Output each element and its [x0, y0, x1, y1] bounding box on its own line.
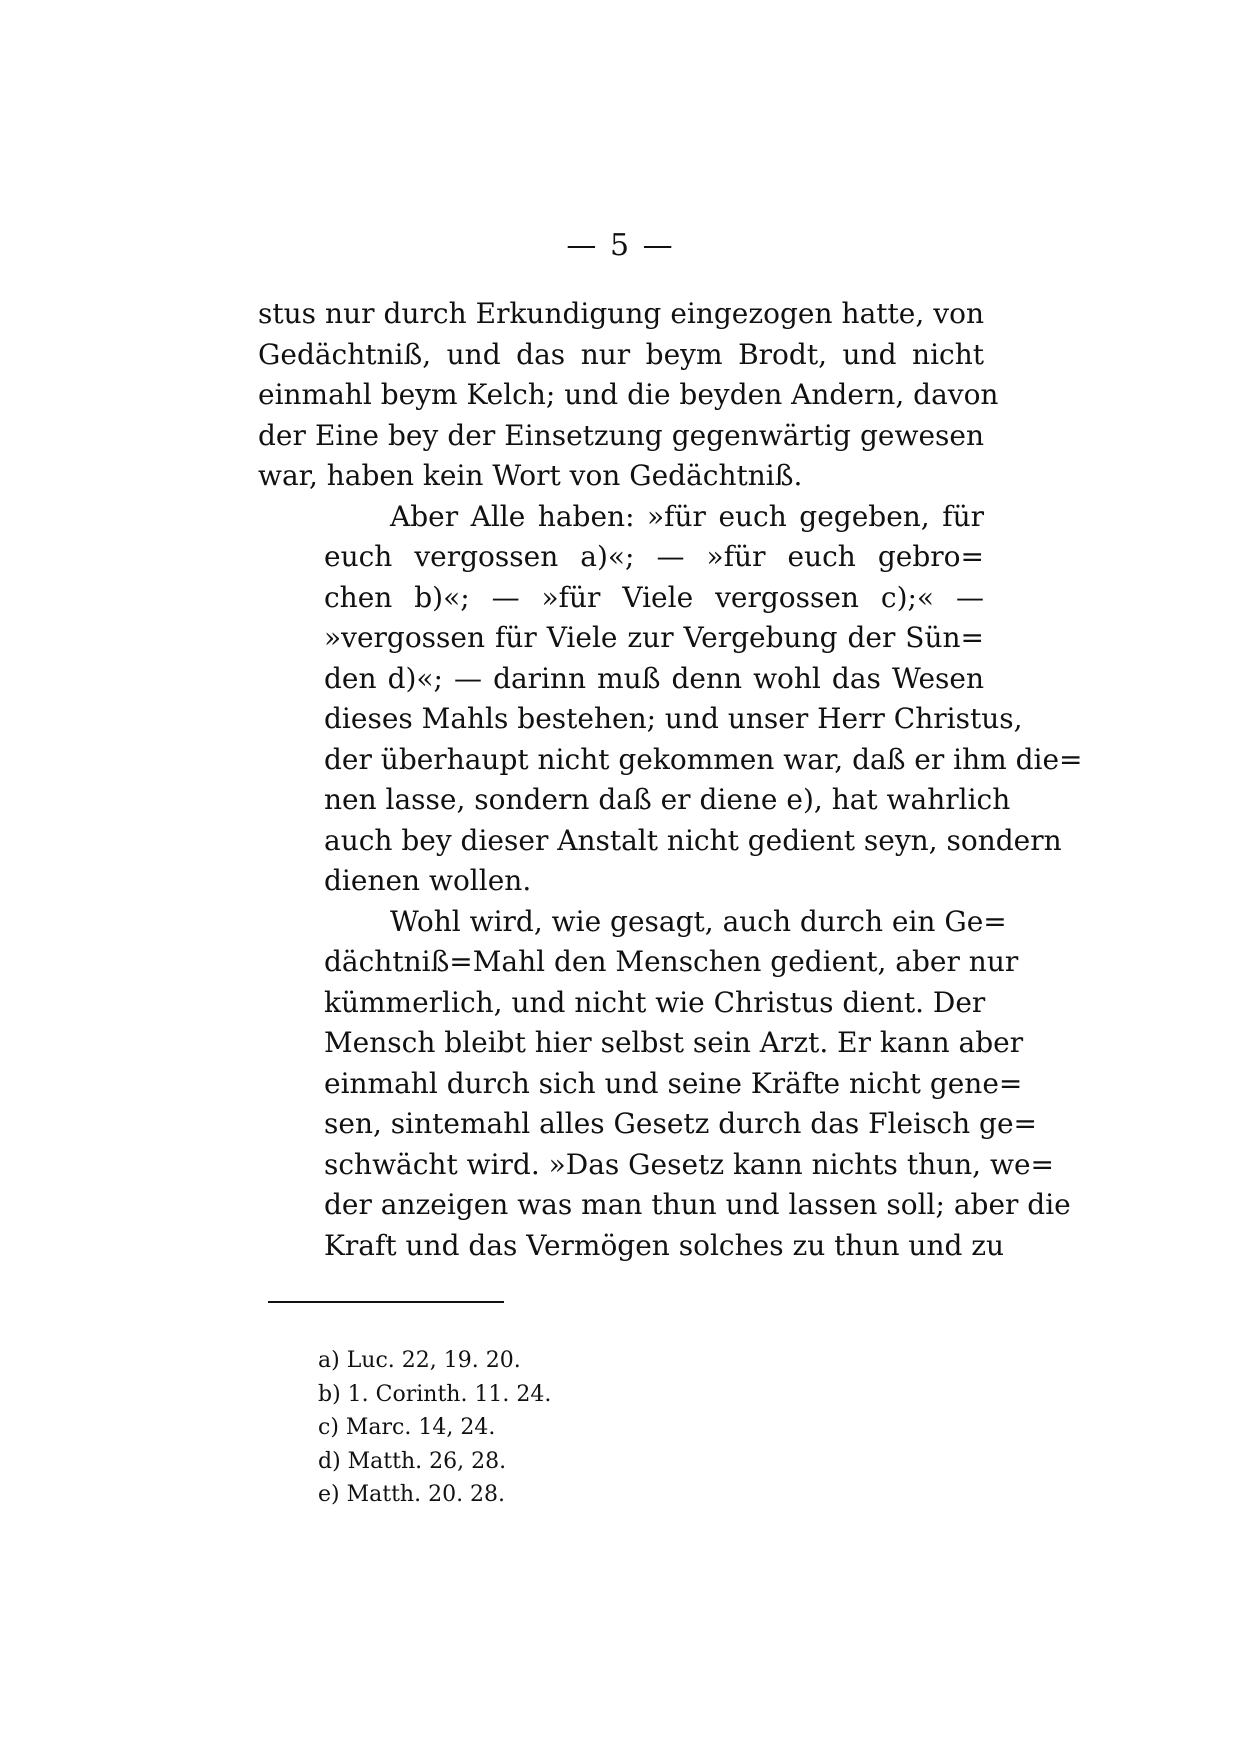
- paragraph-2: [258, 497, 1083, 902]
- text-line: nen lasse, sondern daß er diene e), hat wahrlich: [324, 783, 1011, 816]
- text-line: Mensch bleibt hier selbst sein Arzt. Er kann aber: [324, 1026, 1024, 1059]
- text-line: den d)«; — darinn muß denn wohl das Wesen: [324, 661, 984, 695]
- footnote-e: e) Matth. 20. 28.: [318, 1482, 506, 1508]
- footnote-b: b) 1. Corinth. 11. 24.: [318, 1381, 552, 1407]
- text-line: Aber Alle haben: »für euch gegeben, für: [390, 499, 984, 533]
- text-line: dächtniß=Mahl den Menschen gedient, aber nur: [324, 945, 1019, 978]
- text-line: war, haben kein Wort von Gedächtniß.: [258, 459, 803, 492]
- text-line: dieses Mahls bestehen; und unser Herr Christus,: [324, 702, 1023, 735]
- text-line: euch vergossen a)«; — »für euch gebro=: [324, 540, 984, 573]
- text-line: einmahl beym Kelch; und die beyden Andern, davon: [258, 378, 999, 411]
- footnote-a: a) Luc. 22, 19. 20.: [318, 1348, 521, 1373]
- text-line: Wohl wird, wie gesagt, auch durch ein Ge=: [390, 904, 1007, 938]
- text-line: chen b)«; — »für Viele vergossen c);« —: [324, 580, 984, 614]
- paragraph-1: [258, 294, 999, 497]
- text-line: Gedächtniß, und das nur beym Brodt, und nicht: [258, 337, 984, 371]
- footnote-divider: [268, 1301, 504, 1303]
- paragraph-3: [258, 902, 1071, 1267]
- footnote-list: [318, 1344, 551, 1512]
- text-line: stus nur durch Erkundigung eingezogen hatte, von: [258, 297, 984, 330]
- text-line: Kraft und das Vermögen solches zu thun und zu: [324, 1228, 1005, 1262]
- footnote-c: c) Marc. 14, 24.: [318, 1415, 496, 1441]
- page-number: — 5 —: [566, 228, 675, 263]
- text-line: »vergossen für Viele zur Vergebung der Sün=: [324, 621, 984, 654]
- text-line: einmahl durch sich und seine Kräfte nicht gene=: [324, 1066, 1023, 1100]
- text-line: kümmerlich, und nicht wie Christus dient. Der: [324, 985, 986, 1019]
- text-line: der überhaupt nicht gekommen war, daß er ihm die=: [324, 742, 1083, 776]
- footnote-d: d) Matth. 26, 28.: [318, 1448, 507, 1474]
- text-line: sen, sintemahl alles Gesetz durch das Fleisch ge=: [324, 1107, 1038, 1140]
- text-line: der Eine bey der Einsetzung gegenwärtig gewesen: [258, 418, 984, 452]
- text-line: schwächt wird. »Das Gesetz kann nichts thun, we=: [324, 1147, 1054, 1181]
- text-line: der anzeigen was man thun und lassen soll; aber die: [324, 1188, 1071, 1221]
- text-line: dienen wollen.: [324, 864, 532, 897]
- body-text: [258, 294, 1083, 1266]
- text-line: auch bey dieser Anstalt nicht gedient seyn, sondern: [324, 823, 1062, 857]
